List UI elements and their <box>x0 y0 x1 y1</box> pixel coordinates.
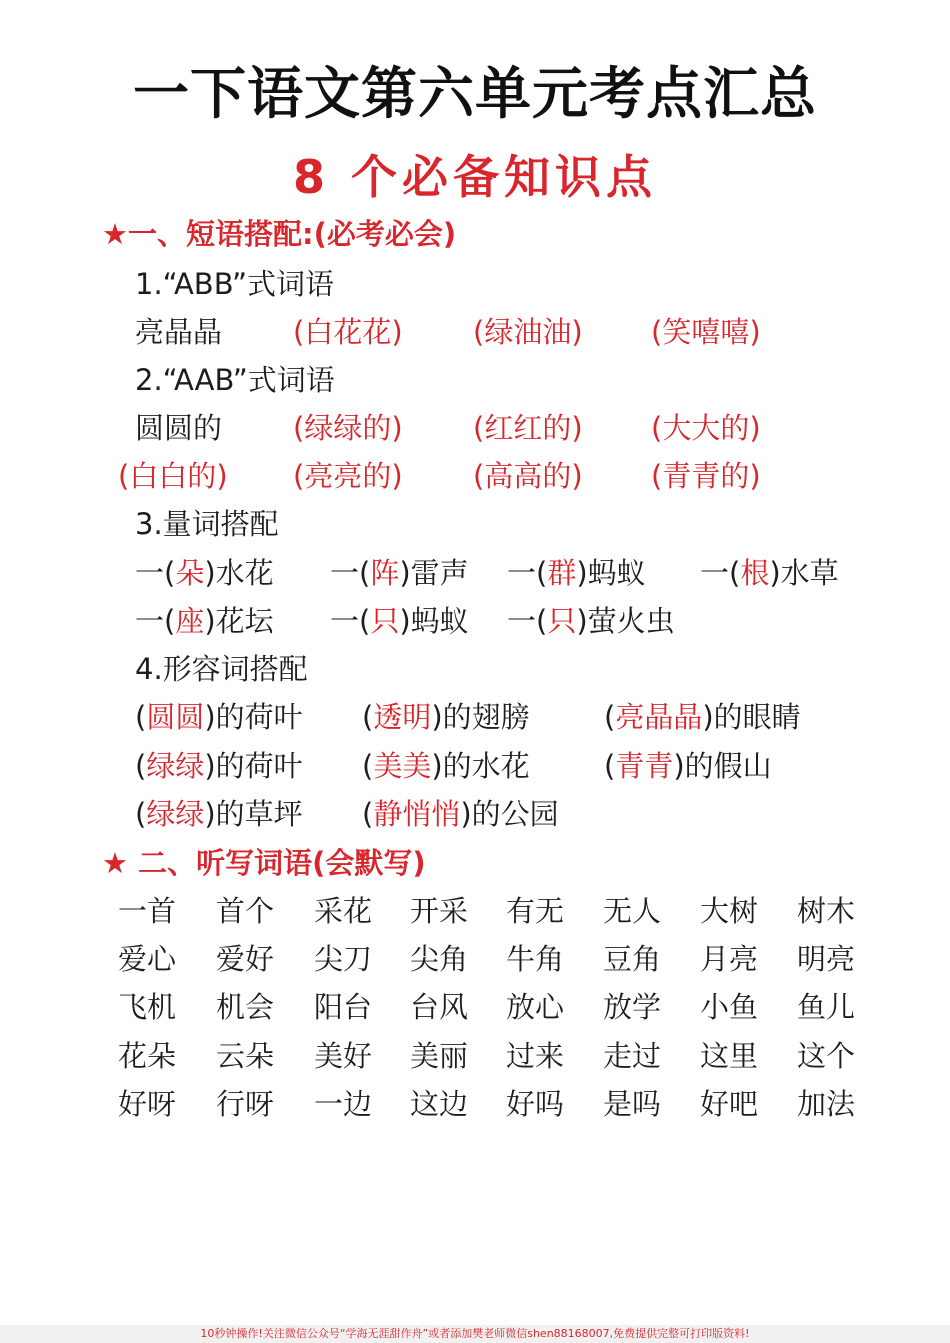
aab-row <box>0 406 950 450</box>
dictation-word: 明亮 <box>797 942 856 976</box>
dictation-word: 树木 <box>797 894 856 928</box>
measure-item: 一(根)水草 <box>700 556 839 590</box>
dictation-word: 美好 <box>314 1039 373 1073</box>
abb-answer: (白花花) <box>293 315 403 349</box>
dictation-word: 飞机 <box>118 990 177 1024</box>
adj-item: (青青)的假山 <box>604 749 772 783</box>
adj-item: (绿绿)的荷叶 <box>135 749 303 783</box>
dictation-word: 爱好 <box>216 942 275 976</box>
adj-row <box>0 695 950 739</box>
measure-item: 一(群)蚂蚁 <box>507 556 646 590</box>
aab-answer: (亮亮的) <box>293 459 403 493</box>
dictation-word: 大树 <box>700 894 759 928</box>
abb-example: 亮晶晶 <box>135 315 223 349</box>
adj-item: (圆圆)的荷叶 <box>135 700 303 734</box>
measure-row <box>0 599 950 643</box>
measure-heading: 3.量词搭配 <box>135 507 279 541</box>
aab-heading: 2.“AAB”式词语 <box>135 363 335 397</box>
dictation-word: 尖刀 <box>314 942 373 976</box>
page-subtitle: 8 个必备知识点 <box>292 150 658 204</box>
aab-answer: (青青的) <box>651 459 761 493</box>
dictation-word: 采花 <box>314 894 373 928</box>
dictation-word: 一首 <box>118 894 177 928</box>
dictation-word: 放心 <box>506 990 565 1024</box>
adj-item: (美美)的水花 <box>362 749 530 783</box>
dictation-word: 无人 <box>603 894 662 928</box>
dictation-word: 爱心 <box>118 942 177 976</box>
measure-item: 一(座)花坛 <box>135 604 274 638</box>
dictation-word: 鱼儿 <box>797 990 856 1024</box>
dictation-word: 这边 <box>410 1087 469 1121</box>
dictation-word: 一边 <box>314 1087 373 1121</box>
dictation-word: 走过 <box>603 1039 662 1073</box>
dictation-word: 开采 <box>410 894 469 928</box>
dictation-word: 是吗 <box>603 1087 662 1121</box>
dictation-row <box>0 937 950 981</box>
section1-heading: ★一、短语搭配:(必考必会) <box>102 217 457 251</box>
dictation-word: 好吧 <box>700 1087 759 1121</box>
dictation-word: 台风 <box>410 990 469 1024</box>
abb-row <box>0 310 950 354</box>
abb-answer: (绿油油) <box>473 315 583 349</box>
dictation-word: 小鱼 <box>700 990 759 1024</box>
abb-answer: (笑嘻嘻) <box>651 315 761 349</box>
measure-row <box>0 551 950 595</box>
measure-item: 一(只)蚂蚁 <box>330 604 469 638</box>
dictation-word: 牛角 <box>506 942 565 976</box>
aab-row <box>0 454 950 498</box>
adj-row <box>0 744 950 788</box>
dictation-word: 这个 <box>797 1039 856 1073</box>
aab-answer: (大大的) <box>651 411 761 445</box>
adj-row <box>0 792 950 836</box>
dictation-word: 放学 <box>603 990 662 1024</box>
dictation-word: 美丽 <box>410 1039 469 1073</box>
dictation-word: 首个 <box>216 894 275 928</box>
adj-item: (亮晶晶)的眼睛 <box>604 700 801 734</box>
adj-item: (绿绿)的草坪 <box>135 797 303 831</box>
dictation-word: 云朵 <box>216 1039 275 1073</box>
dictation-row <box>0 889 950 933</box>
dictation-word: 这里 <box>700 1039 759 1073</box>
adj-item: (静悄悄)的公园 <box>362 797 559 831</box>
dictation-word: 花朵 <box>118 1039 177 1073</box>
aab-answer: (红红的) <box>473 411 583 445</box>
dictation-word: 阳台 <box>314 990 373 1024</box>
dictation-word: 好吗 <box>506 1087 565 1121</box>
dictation-word: 行呀 <box>216 1087 275 1121</box>
dictation-word: 有无 <box>506 894 565 928</box>
adj-item: (透明)的翅膀 <box>362 700 530 734</box>
dictation-row <box>0 1082 950 1126</box>
dictation-word: 好呀 <box>118 1087 177 1121</box>
dictation-word: 豆角 <box>603 942 662 976</box>
aab-example: 圆圆的 <box>135 411 223 445</box>
aab-answer: (绿绿的) <box>293 411 403 445</box>
page-title: 一下语文第六单元考点汇总 <box>133 62 817 127</box>
dictation-word: 过来 <box>506 1039 565 1073</box>
aab-answer: (白白的) <box>118 459 228 493</box>
adj-heading: 4.形容词搭配 <box>135 652 308 686</box>
dictation-word: 月亮 <box>700 942 759 976</box>
footer-notice: 10秒钟操作!关注微信公众号“学海无涯甜作舟”或者添加樊老师微信shen88168007,免费提供完整可打印版资料! <box>0 1325 950 1343</box>
dictation-word: 加法 <box>797 1087 856 1121</box>
dictation-word: 尖角 <box>410 942 469 976</box>
dictation-row <box>0 985 950 1029</box>
measure-item: 一(阵)雷声 <box>330 556 469 590</box>
section2-heading: ★ 二、听写词语(会默写) <box>102 846 426 880</box>
measure-item: 一(只)萤火虫 <box>507 604 675 638</box>
abb-heading: 1.“ABB”式词语 <box>135 267 335 301</box>
dictation-row <box>0 1034 950 1078</box>
dictation-word: 机会 <box>216 990 275 1024</box>
aab-answer: (高高的) <box>473 459 583 493</box>
measure-item: 一(朵)水花 <box>135 556 274 590</box>
